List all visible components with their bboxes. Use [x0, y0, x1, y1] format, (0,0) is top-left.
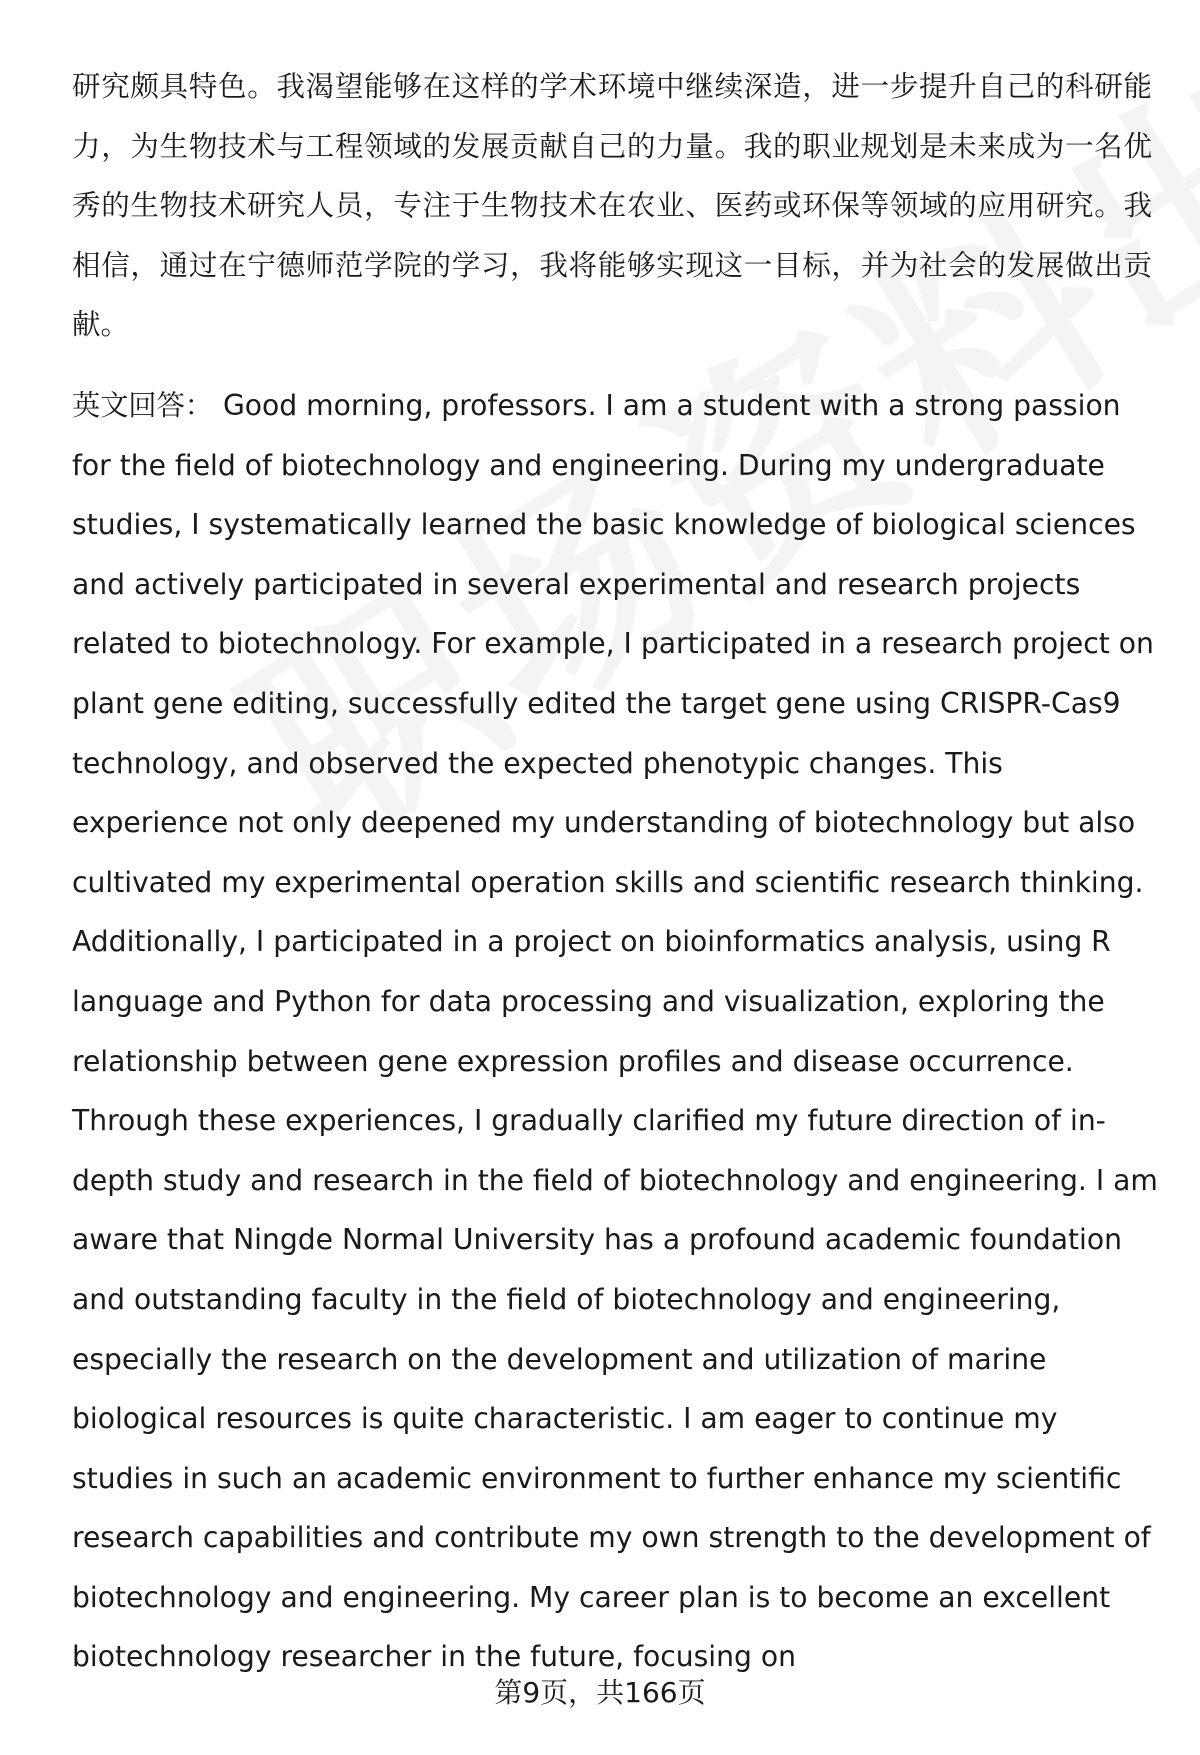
english-answer-label: 英文回答： — [72, 389, 213, 422]
page-number-footer: 第9页，共166页 — [494, 1676, 706, 1709]
english-answer-text: Good morning, professors. I am a student with a strong passion for the field of biotechnology and engineering. During my undergraduate studies, I systematically learned the basic knowledge of biological sciences and actively participated in several experimental and research projects related to biotechnology. For example, I participated in a research project on plant gene editing, successfully edited the target gene using CRISPR-Cas9 technology, and observed the expected phenotypic changes. This experience not only deepened my understanding of biotechnology but also cultivated my experimental operation skills and scientific research thinking. Additionally, I participated in a project on bioinformatics analysis, using R language and Python for data processing and visualization, exploring the relationship between gene expression profiles and disease occurrence. Through these experiences, I gradually clarified my future direction of in-depth study and research in the field of biotechnology and engineering. I am aware that Ningde Normal University has a profound academic foundation and outstanding faculty in the field of biotechnology and engineering, especially the research on the development and utilization of marine biological resources is quite characteristic. I am eager to continue my studies in such an academic environment to further enhance my scientific research capabilities and contribute my own strength to the development of biotechnology and engineering. My career plan is to become an excellent biotechnology researcher in the future, focusing on — [72, 389, 1158, 1674]
english-answer-paragraph — [72, 376, 1162, 1687]
chinese-paragraph: 研究颇具特色。我渴望能够在这样的学术环境中继续深造，进一步提升自己的科研能力，为生物技术与工程领域的发展贡献自己的力量。我的职业规划是未来成为一名优秀的生物技术研究人员，专注于生物技术在农业、医药或环保等领域的应用研究。我相信，通过在宁德师范学院的学习，我将能够实现这一目标，并为社会的发展做出贡献。 — [72, 70, 1152, 341]
